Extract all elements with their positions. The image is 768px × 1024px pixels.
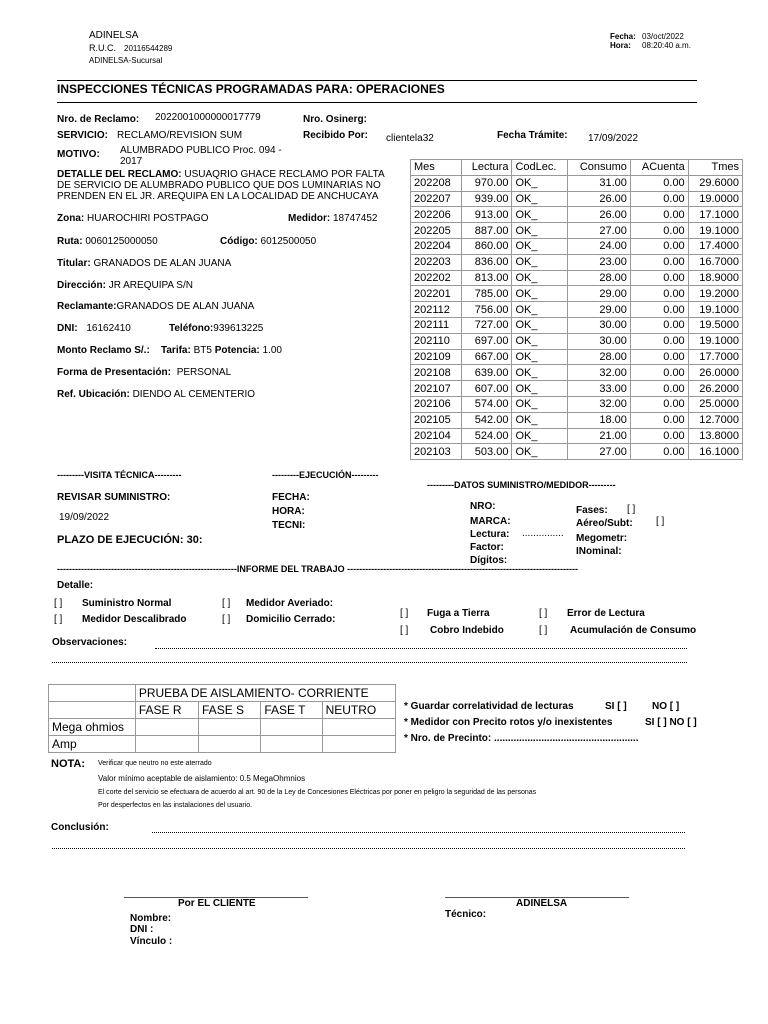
amp-label: Amp [49,736,136,753]
consumption-cell: 28.00 [568,270,631,286]
tmes-cell: 19.1000 [688,302,742,318]
reading-cell: 524.00 [461,428,512,444]
reading-error-checkbox[interactable]: [ ] [539,608,548,619]
note-line-4: Por desperfectos en las instalaciones del usuario. [98,802,253,809]
holder-value: GRANADOS DE ALAN JUANA [93,258,232,269]
phases-checkbox[interactable]: [ ] [627,504,636,515]
megometer-label: Megometr: [576,533,628,544]
codlec-cell: OK_ [512,444,568,460]
acuenta-cell: 0.00 [630,254,688,270]
month-cell: 202111 [411,317,462,333]
consumption-cell: 31.00 [568,175,631,191]
dni-field [57,323,131,335]
col-tmes: Tmes [688,160,742,176]
received-by-label: Recibido Por: [303,130,369,141]
page-title: INSPECCIONES TÉCNICAS PROGRAMADAS PARA: OPERACIONES [57,82,445,96]
keep-readings-no[interactable]: NO [ ] [652,701,680,712]
acuenta-cell: 0.00 [630,223,688,239]
readings-row [411,286,743,302]
phone-field [169,323,263,335]
month-cell: 202109 [411,349,462,365]
reading-cell: 836.00 [461,254,512,270]
month-cell: 202201 [411,286,462,302]
codlec-cell: OK_ [512,191,568,207]
readings-row [411,238,743,254]
tmes-cell: 13.8000 [688,428,742,444]
tmes-cell: 16.7000 [688,254,742,270]
month-cell: 202204 [411,238,462,254]
acuenta-cell: 0.00 [630,365,688,381]
amount-field [57,345,150,357]
insulation-title: PRUEBA DE AISLAMIENTO- CORRIENTE [135,685,395,702]
conclusion-label: Conclusión: [51,822,109,833]
col-month: Mes [411,160,462,176]
claim-number-label: Nro. de Reclamo: [57,114,140,125]
motive-value: ALUMBRADO PUBLICO Proc. 094 - 2017 [120,145,282,167]
reading-cell: 860.00 [461,238,512,254]
acuenta-cell: 0.00 [630,428,688,444]
tmes-cell: 29.6000 [688,175,742,191]
acuenta-cell: 0.00 [630,412,688,428]
tmes-cell: 26.2000 [688,381,742,397]
note-line-3: El corte del servicio se efectuara de acuerdo al art. 90 de la Ley de Concesiones Eléctricas por poner en peligro la seguridad de las personas [98,789,537,796]
codlec-cell: OK_ [512,412,568,428]
faulty-meter-checkbox[interactable]: [ ] [222,598,231,609]
consumption-cell: 30.00 [568,333,631,349]
acuenta-cell: 0.00 [630,207,688,223]
claim-number: 2022001000000017779 [155,112,261,123]
month-cell: 202107 [411,381,462,397]
reading-cell: 503.00 [461,444,512,460]
code-value: 6012500050 [260,236,317,247]
tmes-cell: 17.7000 [688,349,742,365]
acuenta-cell: 0.00 [630,444,688,460]
power-label: Potencia: [214,345,260,356]
phases-label: Fases: [576,505,608,516]
codlec-cell: OK_ [512,396,568,412]
exec-date-label: FECHA: [272,492,310,503]
acuenta-cell: 0.00 [630,286,688,302]
address-field [57,280,193,292]
claim-detail-text: USUAQRIO GHACE RECLAMO POR FALTA DE SERVICIO DE ALUMBRADO PUBLICO QUE DOS LUMINARIAS NO PRENDEN EN EL JR. AREQUIPA EN LA LOCALIDAD DE ANCHUCAYA [57,169,385,202]
reading-cell: 667.00 [461,349,512,365]
location-ref-value: DIENDO AL CEMENTERIO [132,389,256,400]
meter-value: 18747452 [333,213,378,224]
amp-r-cell[interactable] [135,736,198,753]
tmes-cell: 25.0000 [688,396,742,412]
consumption-cell: 24.00 [568,238,631,254]
readings-row [411,223,743,239]
codlec-cell: OK_ [512,270,568,286]
ruc-label: R.U.C. [89,43,116,53]
codlec-cell: OK_ [512,349,568,365]
reading-cell: 542.00 [461,412,512,428]
tariff-value: BT5 [193,345,212,356]
undue-charge-label: Cobro Indebido [430,625,504,636]
codlec-cell: OK_ [512,333,568,349]
reading-error-label: Error de Lectura [567,608,645,619]
readings-row [411,444,743,460]
location-ref-field [57,389,255,401]
normal-supply-checkbox[interactable]: [ ] [54,598,63,609]
acuenta-cell: 0.00 [630,238,688,254]
check-supply-date: 19/09/2022 [59,512,110,523]
acuenta-cell: 0.00 [630,175,688,191]
time-label: Hora: [610,41,631,50]
note-label: NOTA: [51,758,86,770]
col-acuenta: ACuenta [630,160,688,176]
holder-label: Titular: [57,258,91,269]
exec-tech-label: TECNI: [272,520,306,531]
ground-leak-label: Fuga a Tierra [427,608,490,619]
consumption-cell: 27.00 [568,223,631,239]
zone-value: HUAROCHIRI POSTPAGO [87,213,209,224]
claim-detail-label: DETALLE DEL RECLAMO: [57,169,182,180]
company-name: ADINELSA [89,30,139,41]
megaohm-label: Mega ohmios [49,719,136,736]
month-cell: 202206 [411,207,462,223]
codlec-cell: OK_ [512,302,568,318]
col-reading: Lectura [461,160,512,176]
month-cell: 202108 [411,365,462,381]
closed-home-checkbox[interactable]: [ ] [222,614,231,625]
readings-row [411,175,743,191]
processing-date: 17/09/2022 [588,133,639,144]
meter-field [288,213,378,225]
meter-label: Medidor: [288,213,331,224]
consumption-cell: 26.00 [568,191,631,207]
tariff-field [161,345,282,357]
consumption-cell: 27.00 [568,444,631,460]
readings-row [411,381,743,397]
reading-cell: 887.00 [461,223,512,239]
consumption-cell: 21.00 [568,428,631,444]
execution-header: ---------EJECUCIÓN--------- [272,470,379,480]
readings-row [411,396,743,412]
phone-label: Teléfono: [169,323,214,334]
acuenta-cell: 0.00 [630,317,688,333]
dni-label: DNI: [57,323,78,334]
codlec-cell: OK_ [512,286,568,302]
observations-line-1[interactable] [155,648,687,649]
month-cell: 202205 [411,223,462,239]
address-value: JR AREQUIPA S/N [108,280,193,291]
check-supply-label: REVISAR SUMINISTRO: [57,492,171,503]
amp-row [49,736,396,753]
col-codlec: CodLec. [512,160,568,176]
company-signature-label: ADINELSA [516,898,568,909]
claimant-value: GRANADOS DE ALAN JUANA [116,301,255,312]
keep-readings-label: * Guardar correlatividad de lecturas [404,701,574,712]
reading-cell: 607.00 [461,381,512,397]
reading-cell: 727.00 [461,317,512,333]
accumulated-consumption-checkbox[interactable]: [ ] [539,625,548,636]
aerial-label: Aéreo/Subt: [576,518,633,529]
month-cell: 202208 [411,175,462,191]
insulation-test-table [48,684,396,753]
month-cell: 202103 [411,444,462,460]
consumption-cell: 23.00 [568,254,631,270]
consumption-cell: 18.00 [568,412,631,428]
consumption-cell: 29.00 [568,302,631,318]
phase-s-header: FASE S [199,702,261,719]
meter-reading-dots: ............... [522,528,564,539]
date-value: 03/oct/2022 [642,32,684,41]
acuenta-cell: 0.00 [630,270,688,286]
tmes-cell: 19.5000 [688,317,742,333]
ruc-value: 20116544289 [124,44,173,53]
reading-cell: 913.00 [461,207,512,223]
codlec-cell: OK_ [512,238,568,254]
code-label: Código: [220,236,258,247]
note-line-1: Verificar que neutro no este aterrado [98,760,212,767]
meter-reading-label: Lectura: [470,529,510,540]
codlec-cell: OK_ [512,428,568,444]
zone-label: Zona: [57,213,85,224]
reading-cell: 697.00 [461,333,512,349]
observations-line-2[interactable] [52,662,687,663]
consumption-cell: 33.00 [568,381,631,397]
client-signature-label: Por EL CLIENTE [178,898,256,909]
amp-t-cell[interactable] [261,736,322,753]
service-value: RECLAMO/REVISION SUM [117,130,243,141]
date-label: Fecha: [610,32,636,41]
amp-n-cell[interactable] [322,736,395,753]
title-top-rule [57,80,697,81]
broken-seal-yes-no[interactable]: SI [ ] NO [ ] [645,717,697,728]
location-ref-label: Ref. Ubicación: [57,389,130,400]
submission-label: Forma de Presentación: [57,367,171,378]
month-cell: 202110 [411,333,462,349]
visit-header: ---------VISITA TÉCNICA--------- [57,470,182,480]
neutral-header: NEUTRO [322,702,395,719]
time-value: 08:20:40 a.m. [642,41,691,50]
processing-date-label: Fecha Trámite: [497,130,568,141]
reading-cell: 970.00 [461,175,512,191]
seal-number-field[interactable]: * Nro. de Precinto: .................................................... [404,733,639,744]
insulation-blank-cell [49,702,136,719]
acuenta-cell: 0.00 [630,302,688,318]
codlec-cell: OK_ [512,365,568,381]
client-dni-label: DNI : [130,924,154,935]
zone-field [57,213,209,225]
route-field [57,236,158,248]
acuenta-cell: 0.00 [630,333,688,349]
tmes-cell: 19.1000 [688,223,742,239]
readings-row [411,317,743,333]
code-field [220,236,316,248]
note-line-2: Valor mínimo aceptable de aislamiento: 0.5 MegaOhmnios [98,774,306,783]
codlec-cell: OK_ [512,207,568,223]
aerial-checkbox[interactable]: [ ] [656,516,665,527]
uncalibrated-meter-checkbox[interactable]: [ ] [54,614,63,625]
acuenta-cell: 0.00 [630,191,688,207]
meter-brand-label: MARCA: [470,516,511,527]
submission-value: PERSONAL [176,367,232,378]
meter-nro-label: NRO: [470,501,496,512]
readings-row [411,428,743,444]
codlec-cell: OK_ [512,175,568,191]
megaohm-r-cell[interactable] [135,719,198,736]
readings-row [411,349,743,365]
meter-digits-label: Dígitos: [470,555,508,566]
readings-header-row [411,160,743,176]
tmes-cell: 18.9000 [688,270,742,286]
readings-row [411,412,743,428]
conclusion-line-2[interactable] [52,848,685,849]
acuenta-cell: 0.00 [630,381,688,397]
claimant-field [57,301,254,313]
undue-charge-checkbox[interactable]: [ ] [400,625,409,636]
observations-label: Observaciones: [52,637,128,648]
codlec-cell: OK_ [512,381,568,397]
consumption-cell: 28.00 [568,349,631,365]
nominal-current-label: INominal: [576,546,622,557]
broken-seal-label: * Medidor con Precito rotos y/o inexistentes [404,717,613,728]
route-value: 0060125000050 [85,236,158,247]
address-label: Dirección: [57,280,106,291]
osinerg-label: Nro. Osinerg: [303,114,367,125]
route-label: Ruta: [57,236,83,247]
tmes-cell: 16.1000 [688,444,742,460]
insulation-title-row [49,685,396,702]
readings-table [410,159,743,460]
deadline-field [57,534,202,547]
technician-label: Técnico: [445,909,487,920]
consumption-cell: 26.00 [568,207,631,223]
reading-cell: 785.00 [461,286,512,302]
readings-row [411,207,743,223]
consumption-cell: 32.00 [568,396,631,412]
uncalibrated-meter-label: Medidor Descalibrado [82,614,187,625]
client-name-label: Nombre: [130,913,172,924]
readings-row [411,191,743,207]
month-cell: 202207 [411,191,462,207]
codlec-cell: OK_ [512,223,568,239]
phone-value: 939613225 [213,323,264,334]
megaohm-row [49,719,396,736]
reading-cell: 939.00 [461,191,512,207]
tmes-cell: 17.1000 [688,207,742,223]
reading-cell: 574.00 [461,396,512,412]
motive-label: MOTIVO: [57,149,100,160]
client-relation-label: Vínculo : [130,936,173,947]
received-by-value: clientela32 [386,133,434,144]
readings-row [411,302,743,318]
meter-data-header: ---------DATOS SUMINISTRO/MEDIDOR--------- [427,480,616,490]
tmes-cell: 19.2000 [688,286,742,302]
ground-leak-checkbox[interactable]: [ ] [400,608,409,619]
insulation-phase-row [49,702,396,719]
closed-home-label: Domicilio Cerrado: [246,614,336,625]
consumption-cell: 32.00 [568,365,631,381]
tmes-cell: 17.4000 [688,238,742,254]
megaohm-s-cell[interactable] [199,719,261,736]
acuenta-cell: 0.00 [630,396,688,412]
month-cell: 202112 [411,302,462,318]
submission-field [57,367,231,379]
acuenta-cell: 0.00 [630,349,688,365]
month-cell: 202203 [411,254,462,270]
meter-factor-label: Factor: [470,542,504,553]
codlec-cell: OK_ [512,254,568,270]
normal-supply-label: Suministro Normal [82,598,172,609]
dni-value: 16162410 [86,323,131,334]
work-report-header: ------------------------------------------------------------INFORME DEL TRABAJO ----------------------------------------------------------------------------- [57,564,578,574]
detail-label: Detalle: [57,580,94,591]
amp-s-cell[interactable] [199,736,261,753]
phase-t-header: FASE T [261,702,322,719]
consumption-cell: 29.00 [568,286,631,302]
reading-cell: 756.00 [461,302,512,318]
month-cell: 202202 [411,270,462,286]
amount-label: Monto Reclamo S/.: [57,345,150,356]
deadline-value: 30: [186,534,203,546]
exec-time-label: HORA: [272,506,305,517]
month-cell: 202105 [411,412,462,428]
insulation-corner-cell [49,685,136,702]
readings-row [411,365,743,381]
deadline-label: PLAZO DE EJECUCIÓN: [57,534,184,546]
readings-row [411,270,743,286]
reading-cell: 813.00 [461,270,512,286]
month-cell: 202106 [411,396,462,412]
title-bottom-rule [57,102,697,103]
megaohm-t-cell[interactable] [261,719,322,736]
phase-r-header: FASE R [135,702,198,719]
tariff-label: Tarifa: [161,345,191,356]
tmes-cell: 12.7000 [688,412,742,428]
megaohm-n-cell[interactable] [322,719,395,736]
codlec-cell: OK_ [512,317,568,333]
reading-cell: 639.00 [461,365,512,381]
tmes-cell: 26.0000 [688,365,742,381]
readings-row [411,254,743,270]
claimant-label: Reclamante: [57,301,117,312]
claim-detail [57,169,397,202]
tmes-cell: 19.0000 [688,191,742,207]
conclusion-line-1[interactable] [152,832,685,833]
consumption-cell: 30.00 [568,317,631,333]
service-label: SERVICIO: [57,130,108,141]
tmes-cell: 19.1000 [688,333,742,349]
power-value: 1.00 [262,345,282,356]
month-cell: 202104 [411,428,462,444]
faulty-meter-label: Medidor Averiado: [246,598,334,609]
keep-readings-yes[interactable]: SI [ ] [605,701,627,712]
holder-field [57,258,231,270]
col-consumption: Consumo [568,160,631,176]
branch-name: ADINELSA-Sucursal [89,56,163,65]
readings-row [411,333,743,349]
accumulated-consumption-label: Acumulación de Consumo [570,625,697,636]
